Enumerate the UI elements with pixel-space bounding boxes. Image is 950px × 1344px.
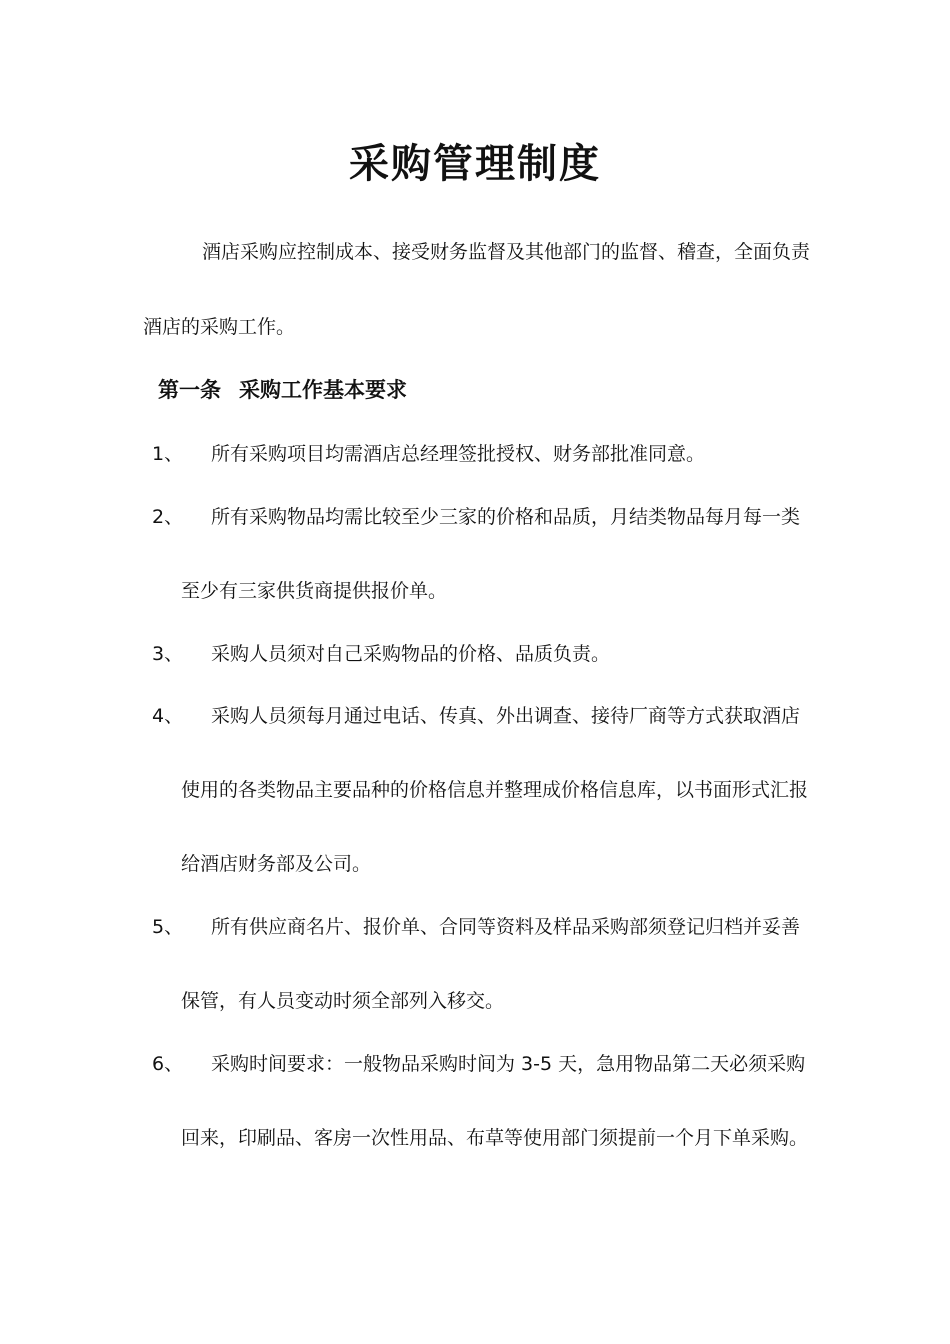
- item-number: 5、: [152, 916, 184, 938]
- item-number: 4、: [152, 705, 184, 727]
- item-text-continued: 回来，印刷品、客房一次性用品、布草等使用部门须提前一个月下单采购。: [181, 1127, 809, 1149]
- section-heading: [158, 375, 407, 405]
- item-text: 所有采购项目均需酒店总经理签批授权、财务部批准同意。: [211, 443, 706, 465]
- item-text: 采购时间要求：一般物品采购时间为 3-5 天，急用物品第二天必须采购: [211, 1053, 806, 1075]
- item-text: 采购人员须对自己采购物品的价格、品质负责。: [211, 643, 611, 665]
- item-number: 3、: [152, 643, 184, 665]
- section-label: 第一条: [158, 378, 221, 402]
- item-number: 1、: [152, 443, 184, 465]
- page-title: 采购管理制度: [349, 141, 601, 187]
- item-text: 所有采购物品均需比较至少三家的价格和品质，月结类物品每月每一类: [211, 506, 801, 528]
- item-text-continued: 保管，有人员变动时须全部列入移交。: [181, 990, 505, 1012]
- item-text-continued: 至少有三家供货商提供报价单。: [181, 580, 448, 602]
- intro-line-1: 酒店采购应控制成本、接受财务监督及其他部门的监督、稽查，全面负责: [202, 241, 811, 263]
- item-number: 2、: [152, 506, 184, 528]
- item-text-continued: 使用的各类物品主要品种的价格信息并整理成价格信息库，以书面形式汇报: [181, 779, 809, 801]
- intro-line-2: 酒店的采购工作。: [143, 316, 296, 338]
- item-text: 采购人员须每月通过电话、传真、外出调查、接待厂商等方式获取酒店: [211, 705, 801, 727]
- section-title: 采购工作基本要求: [239, 378, 407, 402]
- item-number: 6、: [152, 1053, 184, 1075]
- item-text: 所有供应商名片、报价单、合同等资料及样品采购部须登记归档并妥善: [211, 916, 801, 938]
- item-text-continued: 给酒店财务部及公司。: [181, 853, 372, 875]
